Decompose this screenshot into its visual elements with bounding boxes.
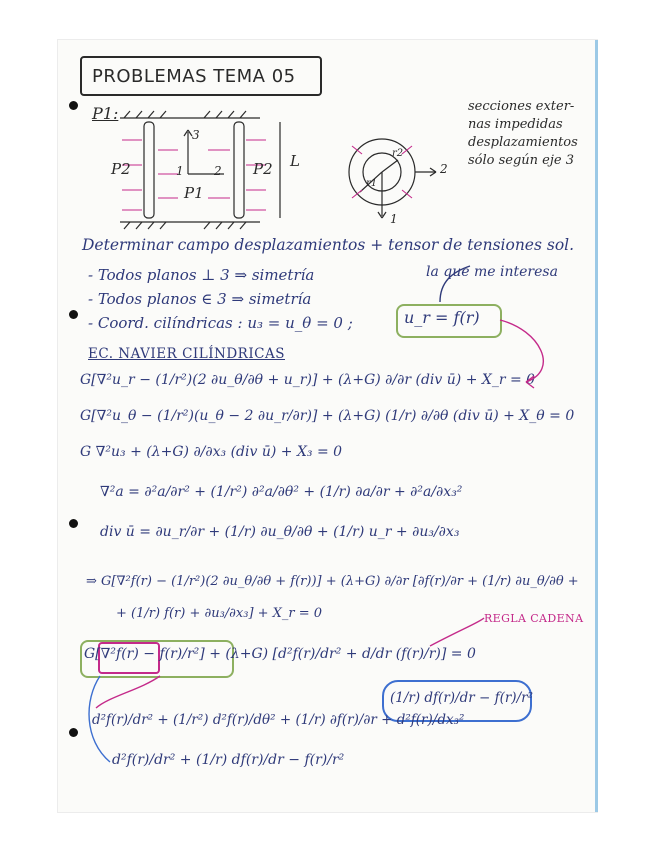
side-note-line: sólo según eje 3 [468,153,574,168]
side-note-line: nas impedidas [468,117,563,132]
radius-r1-label: r1 [366,178,378,189]
page-title: PROBLEMAS TEMA 05 [92,66,296,87]
problem-label: P1: [92,104,119,123]
navier-equation-theta: G[∇²u_θ − (1/r²)(u_θ − 2 ∂u_r/∂r)] + (λ+G) (1/r) ∂/∂θ (div ū) + X_θ = 0 [80,408,575,424]
divergence-definition: div ū = ∂u_r/∂r + (1/r) ∂u_θ/∂θ + (1/r) u_r + ∂u₃/∂x₃ [100,524,460,540]
side-note-line: secciones exter- [468,99,575,114]
substitution-line: + (1/r) f(r) + ∂u₃/∂x₃] + X_r = 0 [116,606,323,621]
section-axis-2-label: 2 [440,162,448,176]
laplacian-expansion: d²f(r)/dr² + (1/r²) d²f(r)/dθ² + (1/r) ∂f(r)/∂r + d²f(r)/dx₃² [92,712,465,728]
bullet-line: - Todos planos ∈ 3 ⇒ simetría [88,290,312,308]
axis-1-label: 1 [176,164,184,178]
radius-r2-label: r2 [392,148,404,159]
load-p2-left: P2 [111,160,131,178]
chain-rule-label: REGLA CADENA [484,612,584,625]
substitution-line: ⇒ G[∇²f(r) − (1/r²)(2 ∂u_θ/∂θ + f(r))] + (λ+G) ∂/∂r [∂f(r)/∂r + (1/r) ∂u_θ/∂θ + [86,574,579,589]
side-note-line: desplazamientos [468,135,578,150]
navier-equation-r: G[∇²u_r − (1/r²)(2 ∂u_θ/∂θ + u_r)] + (λ+G) ∂/∂r (div ū) + X_r = 0 [80,372,536,388]
boxed-equation: G[∇²f(r) − f(r)/r²] + (λ+G) [d²f(r)/dr² + d/dr (f(r)/r)] = 0 [84,646,476,662]
interest-note: la que me interesa [426,264,558,280]
axis-3-label: 3 [192,128,200,142]
navier-equation-3: G ∇²u₃ + (λ+G) ∂/∂x₃ (div ū) + X₃ = 0 [80,444,343,460]
boxed-ur: u_r = f(r) [404,308,480,327]
problem-statement: Determinar campo desplazamientos + tensor de tensiones sol. [82,236,575,254]
bullet-line: - Todos planos ⊥ 3 ⇒ simetría [88,266,315,284]
length-label: L [290,152,300,170]
bullet-line: - Coord. cilíndricas : u₃ = u_θ = 0 ; [88,314,353,332]
axis-2-label: 2 [214,164,222,178]
laplacian-definition: ∇²a = ∂²a/∂r² + (1/r²) ∂²a/∂θ² + (1/r) ∂a/∂r + ∂²a/∂x₃² [100,484,463,500]
section-axis-1-label: 1 [390,212,398,226]
chain-rule-result: (1/r) df(r)/dr − f(r)/r² [390,690,533,706]
final-expression: d²f(r)/dr² + (1/r) df(r)/dr − f(r)/r² [112,752,345,768]
section-heading: EC. NAVIER CILÍNDRICAS [88,346,285,362]
load-p2-right: P2 [253,160,273,178]
load-p1: P1 [184,184,204,202]
